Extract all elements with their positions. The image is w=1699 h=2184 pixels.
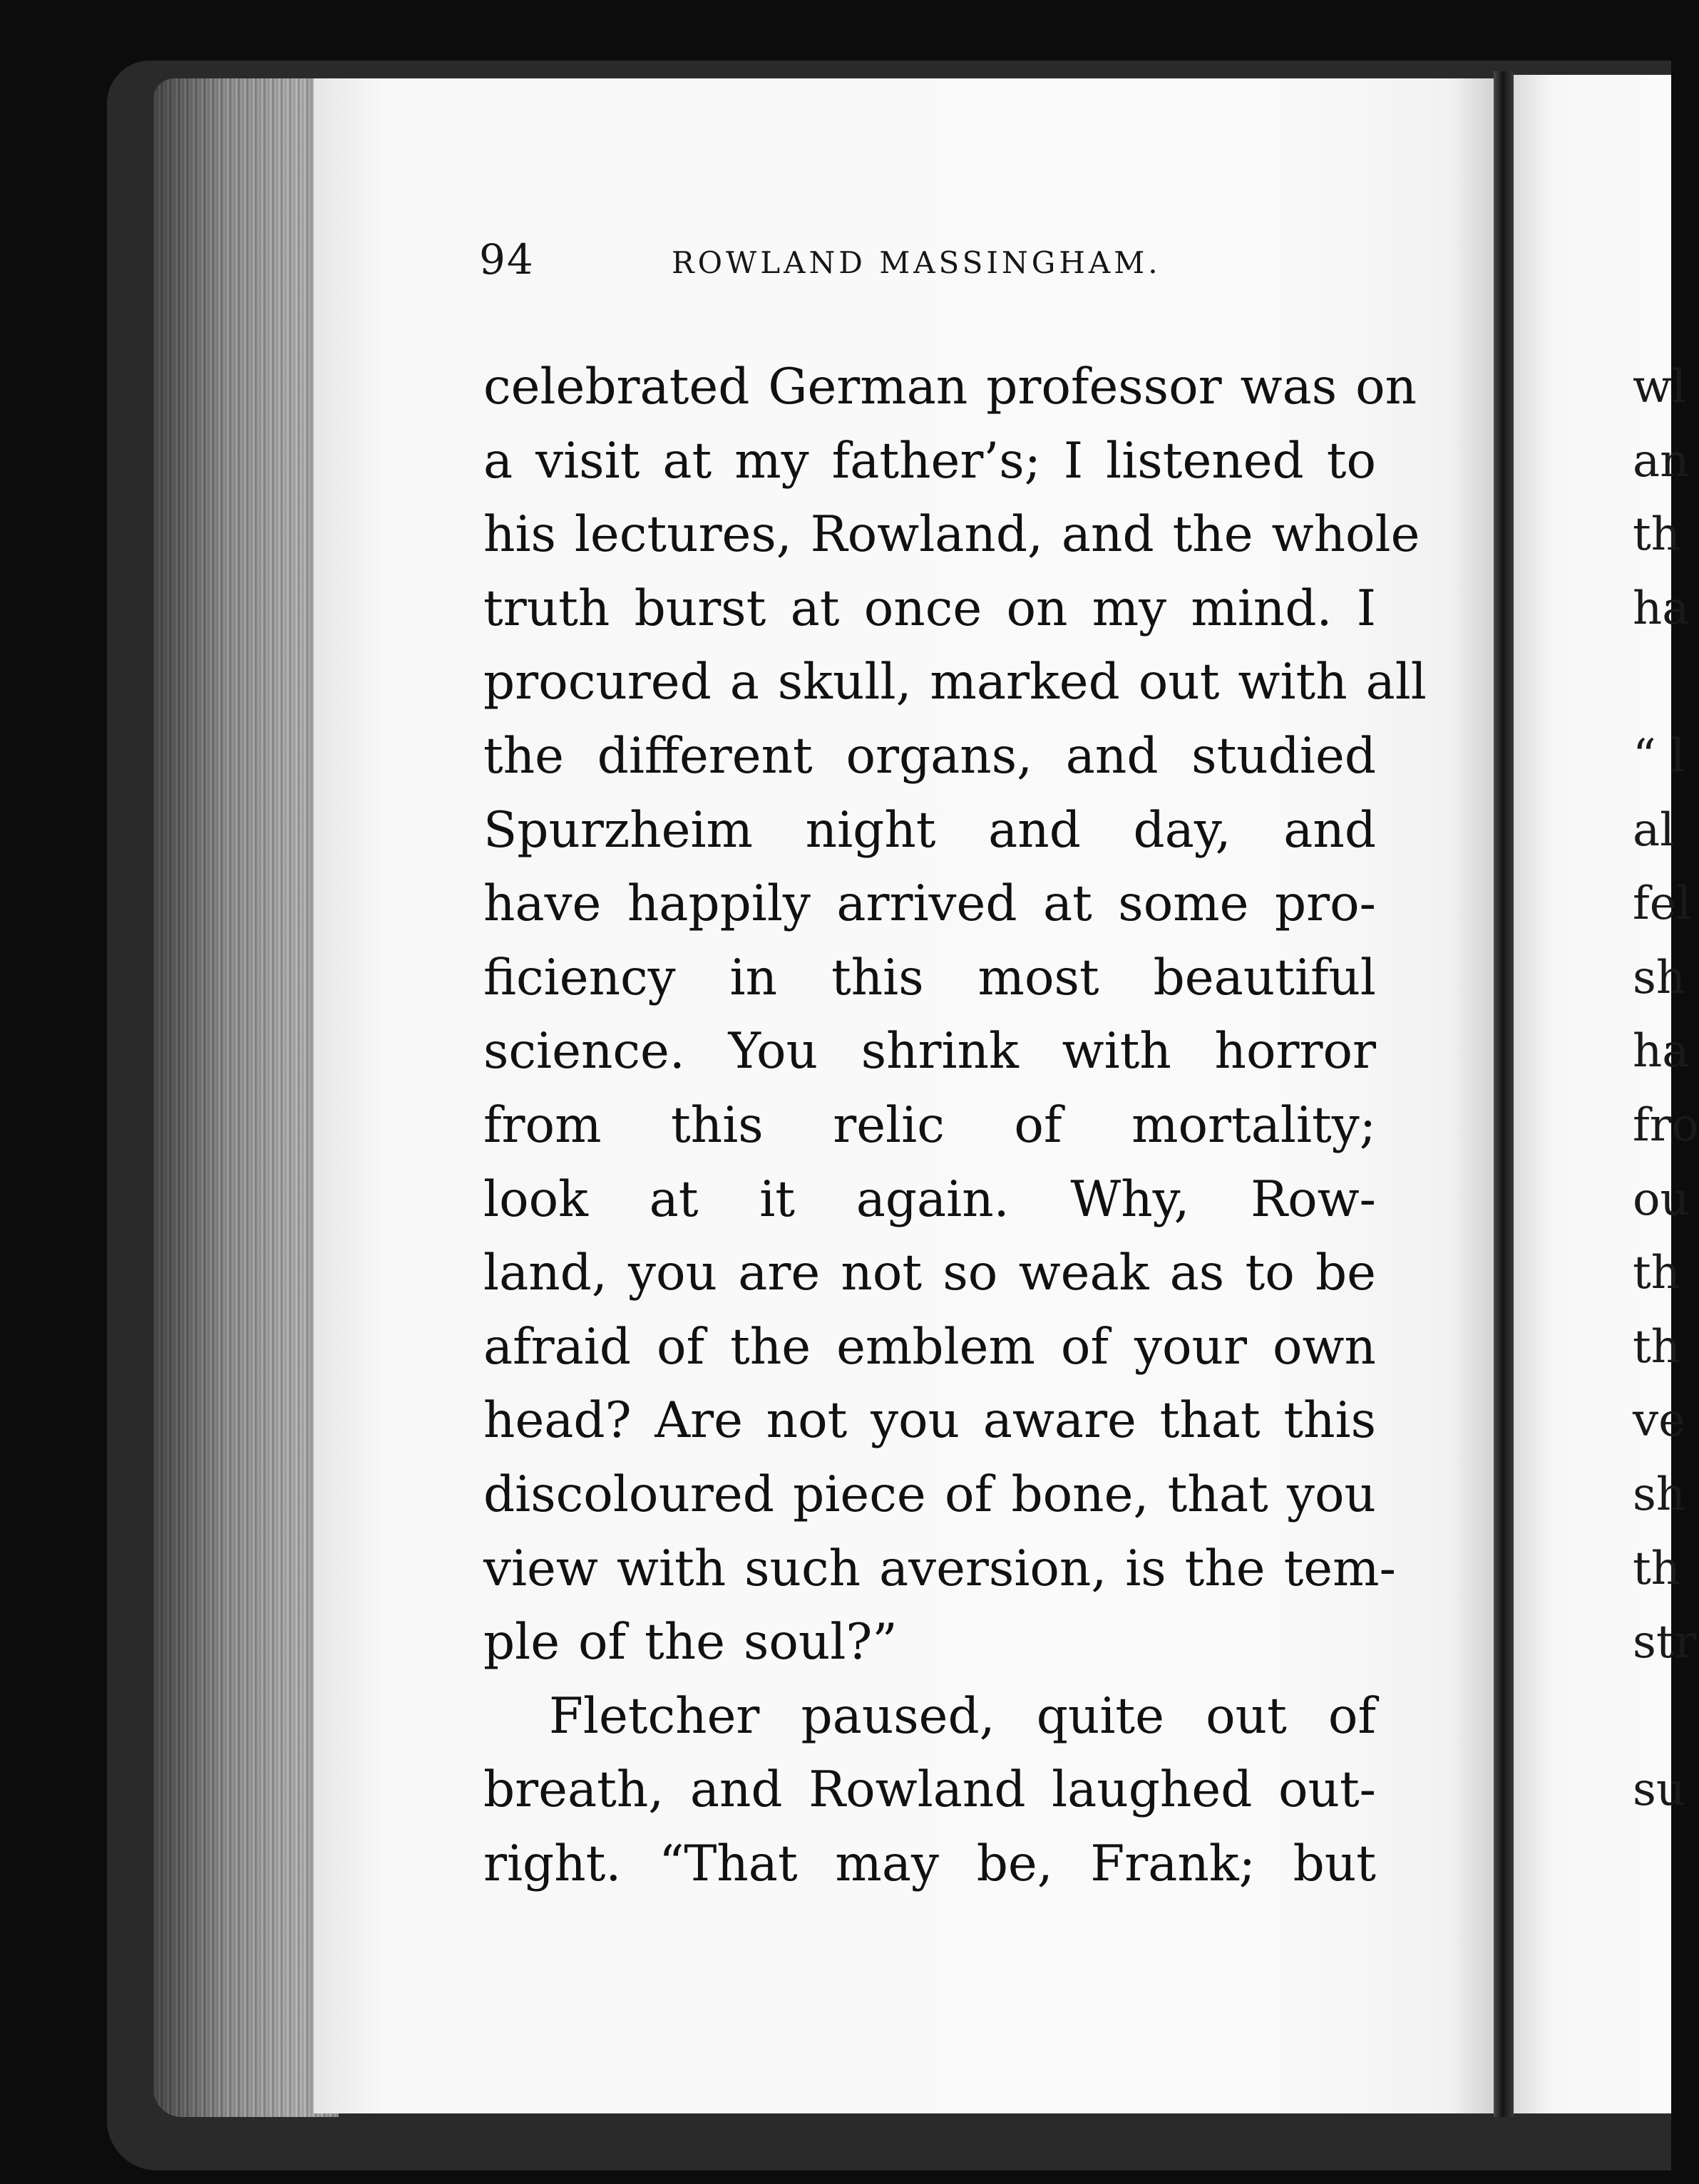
text-fragment: an <box>1633 434 1690 488</box>
text-fragment: th <box>1633 508 1680 562</box>
text-line: have happily arrived at some pro- <box>483 875 1376 933</box>
text-fragment: ha <box>1633 1025 1690 1078</box>
text-line: head? Are not you aware that this <box>483 1392 1376 1450</box>
text-fragment: ve <box>1633 1394 1686 1448</box>
right-page-text-fragments <box>1633 351 1699 1828</box>
text-fragment: fel <box>1633 877 1692 931</box>
text-line: celebrated German professor was on <box>483 359 1417 416</box>
text-line: land, you are not so weak as to be <box>483 1245 1376 1302</box>
text-fragment: al <box>1633 803 1675 857</box>
text-fragment: sh <box>1633 951 1686 1004</box>
book-gutter <box>1494 71 1514 2117</box>
body-text <box>483 351 1427 1901</box>
page-edges-shadow <box>153 78 339 2117</box>
text-fragment: th <box>1633 1247 1680 1300</box>
text-line: science. You shrink with horror <box>483 1023 1376 1081</box>
text-line: ple of the soul?” <box>483 1614 898 1672</box>
text-fragment: ou <box>1633 1173 1690 1226</box>
text-line: right. “That may be, Frank; but <box>483 1835 1376 1892</box>
text-line: view with such aversion, is the tem- <box>483 1540 1396 1597</box>
text-line: discoloured piece of bone, that you <box>483 1466 1376 1523</box>
text-line: afraid of the emblem of your own <box>483 1318 1376 1376</box>
text-fragment: wl <box>1633 361 1687 413</box>
page-number: 94 <box>479 235 535 284</box>
text-fragment: “ l <box>1633 729 1685 783</box>
text-line: procured a skull, marked out with all <box>483 654 1427 711</box>
text-fragment: fro <box>1633 1098 1699 1152</box>
text-fragment: th <box>1633 1542 1680 1595</box>
text-line: look at it again. Why, Row- <box>483 1170 1376 1228</box>
text-fragment <box>1633 1680 1675 1754</box>
running-title: ROWLAND MASSINGHAM. <box>672 245 1161 280</box>
text-fragment: th <box>1633 1320 1680 1374</box>
text-line-indented: Fletcher paused, quite out of <box>549 1687 1376 1745</box>
running-head <box>479 235 1192 299</box>
text-line: from this relic of mortality; <box>483 1096 1376 1154</box>
text-fragment: str <box>1633 1616 1697 1669</box>
text-fragment: ha <box>1633 582 1690 635</box>
text-line: Spurzheim night and day, and <box>483 801 1376 859</box>
text-line: his lectures, Rowland, and the whole <box>483 506 1420 564</box>
text-fragment <box>1633 646 1675 720</box>
text-fragment: su <box>1633 1763 1686 1817</box>
text-line: a visit at my father’s; I listened to <box>483 432 1376 490</box>
text-line: ficiency in this most beautiful <box>483 949 1376 1006</box>
text-line: the different organs, and studied <box>483 727 1376 785</box>
text-line: truth burst at once on my mind. I <box>483 580 1376 637</box>
text-line: breath, and Rowland laughed out- <box>483 1761 1376 1819</box>
text-fragment: sh <box>1633 1468 1686 1521</box>
